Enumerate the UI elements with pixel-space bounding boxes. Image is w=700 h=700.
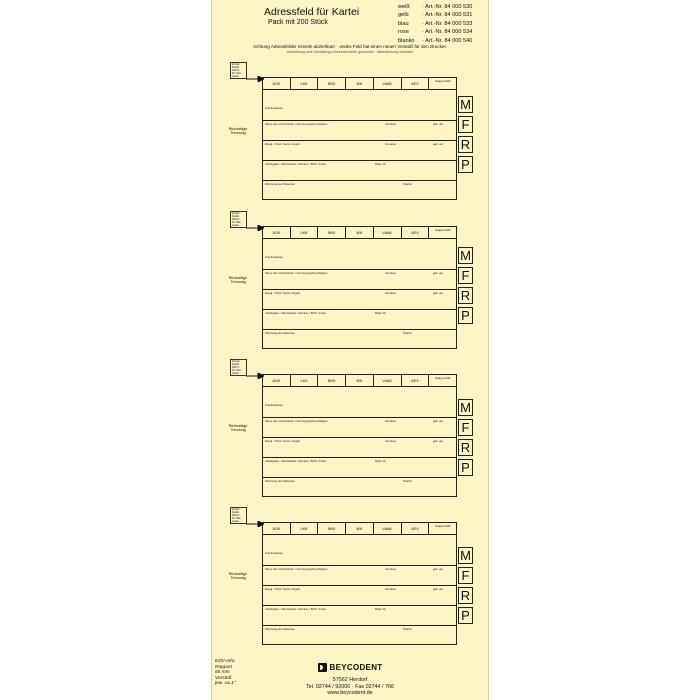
tag-line: Zurück bbox=[232, 212, 240, 215]
duplicate-tag bbox=[230, 62, 247, 79]
insurer-vdak[interactable]: VdAK bbox=[374, 227, 402, 238]
tag-line: wieder bbox=[232, 223, 240, 227]
address-block bbox=[212, 62, 490, 212]
field-line bbox=[263, 585, 456, 586]
insurer-lkk[interactable]: LKK bbox=[291, 523, 319, 534]
field-line bbox=[263, 140, 456, 141]
mfrp-box-f[interactable]: F bbox=[458, 116, 473, 133]
tag-line: Ktr. bitte bbox=[232, 368, 241, 372]
geb-label: geb. am bbox=[433, 122, 444, 126]
field-line bbox=[263, 160, 456, 161]
mfrp-box-f[interactable]: F bbox=[458, 567, 473, 584]
name-label: Name des Versicherten / Versorgungsberechtigten bbox=[265, 271, 328, 275]
mfrp-box-p[interactable]: P bbox=[458, 307, 473, 324]
insurer-knappschaft[interactable]: Knapp-schaft bbox=[435, 525, 451, 528]
ehegatte-label: Ehegl. / Kind / Sonst. Angeh. bbox=[265, 291, 301, 295]
field-line bbox=[263, 605, 456, 606]
vorname-label: Vorname bbox=[385, 567, 397, 571]
insurer-lkk[interactable]: LKK bbox=[291, 78, 319, 89]
insurer-aev[interactable]: AEV bbox=[402, 523, 430, 534]
geb-label: geb. am bbox=[433, 567, 444, 571]
tag-line: Duplik. bbox=[232, 65, 240, 69]
wohnung-label: Wohnung des Patienten bbox=[265, 627, 295, 631]
insurer-aok[interactable]: AOK bbox=[263, 78, 291, 89]
address-form bbox=[262, 77, 457, 200]
tag-line: Zurück bbox=[232, 360, 240, 363]
color-name: rose bbox=[398, 29, 409, 36]
vorname2-label: Vorname bbox=[385, 291, 397, 295]
mfrp-box-m[interactable]: M bbox=[458, 547, 473, 564]
insurer-aok[interactable]: AOK bbox=[263, 375, 291, 386]
tear-note bbox=[218, 127, 258, 135]
insurer-knappschaft[interactable]: Knapp-schaft bbox=[435, 80, 451, 83]
mitgl-label: Mitgl.-Nr. bbox=[375, 311, 387, 315]
color-name: weiß bbox=[398, 4, 410, 10]
tag-line: wieder bbox=[232, 74, 240, 78]
color-name: blau bbox=[398, 20, 409, 27]
vorname2-label: Vorname bbox=[385, 142, 397, 146]
tag-line: Duplik. bbox=[232, 510, 240, 514]
duplicate-tag bbox=[230, 211, 247, 228]
insurer-vdak[interactable]: VdAK bbox=[374, 78, 402, 89]
mfrp-box-r[interactable]: R bbox=[458, 136, 473, 153]
field-line bbox=[263, 417, 456, 418]
telefon-label: Telefon bbox=[403, 627, 413, 631]
article-number: · Art.-Nr. 84 000 533 bbox=[422, 20, 473, 27]
tag-line: Ktr. bitte bbox=[232, 220, 241, 224]
edv-line: Vorstoß bbox=[215, 675, 232, 681]
article-number: · Art.-Nr. 84 000 530 bbox=[422, 4, 473, 10]
field-line bbox=[263, 565, 456, 566]
field-line bbox=[263, 437, 456, 438]
vorname-label: Vorname bbox=[385, 271, 397, 275]
insurer-bkk[interactable]: BKK bbox=[318, 227, 346, 238]
tear-line: Rückseitige bbox=[228, 127, 248, 131]
field-line bbox=[263, 625, 456, 626]
insurer-vdak[interactable]: VdAK bbox=[374, 523, 402, 534]
mfrp-box-m[interactable]: M bbox=[458, 247, 473, 264]
vorname2-label: Vorname bbox=[385, 587, 397, 591]
brand-logo bbox=[318, 663, 383, 672]
pack-size: Pack mit 200 Stück bbox=[268, 19, 328, 26]
tear-line: Trennung bbox=[230, 428, 246, 433]
mfrp-box-p[interactable]: P bbox=[458, 607, 473, 624]
insurer-lkk[interactable]: LKK bbox=[291, 227, 319, 238]
insurer-aok[interactable]: AOK bbox=[263, 523, 291, 534]
wohnung-label: Wohnung des Patienten bbox=[265, 331, 295, 335]
mfrp-box-p[interactable]: P bbox=[458, 156, 473, 173]
insurer-knappschaft[interactable]: Knapp-schaft bbox=[435, 377, 451, 380]
copyright-note: Ausführung und Gestaltung urheberrechtlich geschützt · Nachahmung verboten bbox=[286, 50, 414, 54]
color-name: gelb bbox=[398, 12, 409, 19]
wohnung-label: Wohnung des Patienten bbox=[265, 182, 295, 186]
geb2-label: geb. am bbox=[433, 291, 444, 295]
name-label: Name des Versicherten / Versorgungsberechtigten bbox=[265, 122, 328, 126]
field-line bbox=[263, 477, 456, 478]
tag-line: Ktr. bitte bbox=[232, 516, 241, 520]
mfrp-box-m[interactable]: M bbox=[458, 399, 473, 416]
insurer-aev[interactable]: AEV bbox=[402, 78, 430, 89]
insurer-aok[interactable]: AOK bbox=[263, 227, 291, 238]
color-name: blanko bbox=[398, 37, 415, 44]
mfrp-box-f[interactable]: F bbox=[458, 267, 473, 284]
label-sheet bbox=[211, 0, 489, 700]
krankenkasse-label: Krankenkasse bbox=[265, 255, 283, 259]
article-number: · Art.-Nr. 84 000 540 bbox=[422, 37, 473, 44]
duplicate-tag bbox=[230, 507, 247, 524]
address-block bbox=[212, 507, 490, 657]
mitgl-label: Mitgl.-Nr. bbox=[375, 607, 387, 611]
telefon-label: Telefon bbox=[403, 182, 413, 186]
insurer-row bbox=[263, 375, 456, 387]
insurer-vdak[interactable]: VdAK bbox=[374, 375, 402, 386]
krankenkasse-label: Krankenkasse bbox=[265, 403, 283, 407]
ehegatte-label: Ehegl. / Kind / Sonst. Angeh. bbox=[265, 142, 301, 146]
tear-line: Rückseitige bbox=[228, 424, 248, 428]
tag-line: Duplik. bbox=[232, 214, 240, 218]
name-label: Name des Versicherten / Versorgungsberechtigten bbox=[265, 419, 328, 423]
geb2-label: geb. am bbox=[433, 142, 444, 146]
insurer-ikk[interactable]: IKK bbox=[346, 375, 374, 386]
mitgl-label: Mitgl.-Nr. bbox=[375, 162, 387, 166]
tear-line: Trennung bbox=[230, 131, 246, 136]
vorname2-label: Vorname bbox=[385, 439, 397, 443]
mfrp-box-r[interactable]: R bbox=[458, 287, 473, 304]
tag-line: wieder bbox=[232, 371, 240, 375]
address-form bbox=[262, 374, 457, 497]
header-note: Achtung Adressfelder einzeln abziehbar! · Jedes Feld hat einen neuen Vorstoß für den Drucker. bbox=[252, 44, 448, 49]
insurer-knappschaft[interactable]: Knapp-schaft bbox=[435, 229, 451, 232]
geb-label: geb. am bbox=[433, 271, 444, 275]
brand-name: BEYCODENT bbox=[329, 663, 383, 672]
tear-line: Rückseitige bbox=[228, 276, 248, 280]
brand-block bbox=[212, 659, 488, 697]
tear-line: Trennung bbox=[230, 576, 246, 581]
mfrp-box-r[interactable]: R bbox=[458, 439, 473, 456]
mfrp-box-p[interactable]: P bbox=[458, 459, 473, 476]
telefon-label: Telefon bbox=[403, 479, 413, 483]
insurer-row bbox=[263, 78, 456, 90]
ehegatte-label: Ehegl. / Kind / Sonst. Angeh. bbox=[265, 439, 301, 443]
insurer-row bbox=[263, 523, 456, 535]
edv-line: jew. ca.1" bbox=[215, 681, 236, 687]
field-line bbox=[263, 309, 456, 310]
name-label: Name des Versicherten / Versorgungsberechtigten bbox=[265, 567, 328, 571]
tag-line: Duplik. bbox=[232, 362, 240, 366]
arbeitgeber-label: Arbeitgeber / Dienststelle / Rentner / BVG / Freiw. bbox=[265, 607, 327, 611]
address-block bbox=[212, 359, 490, 509]
tag-line: Zahl in bbox=[232, 217, 240, 221]
insurer-ikk[interactable]: IKK bbox=[346, 227, 374, 238]
beycodent-logo-icon bbox=[318, 663, 327, 672]
edv-line: EDV-Info: bbox=[215, 659, 236, 664]
tag-line: Zahl in bbox=[232, 365, 240, 369]
arbeitgeber-label: Arbeitgeber / Dienststelle / Rentner / BVG / Freiw. bbox=[265, 459, 327, 463]
insurer-lkk[interactable]: LKK bbox=[291, 375, 319, 386]
tear-line: Trennung bbox=[230, 280, 246, 285]
ehegatte-label: Ehegl. / Kind / Sonst. Angeh. bbox=[265, 587, 301, 591]
tear-note bbox=[218, 572, 258, 580]
field-line bbox=[263, 120, 456, 121]
mfrp-box-r[interactable]: R bbox=[458, 587, 473, 604]
field-line bbox=[263, 289, 456, 290]
insurer-row bbox=[263, 227, 456, 239]
brand-web[interactable]: www.beycodent.de bbox=[327, 690, 373, 697]
vorname-label: Vorname bbox=[385, 419, 397, 423]
field-line bbox=[263, 329, 456, 330]
insurer-bkk[interactable]: BKK bbox=[318, 375, 346, 386]
edv-line: 65 mm bbox=[215, 670, 230, 676]
sheet-title: Adressfeld für Kartei bbox=[264, 6, 360, 18]
address-form bbox=[262, 226, 457, 349]
insurer-ikk[interactable]: IKK bbox=[346, 523, 374, 534]
tear-note bbox=[218, 276, 258, 284]
krankenkasse-label: Krankenkasse bbox=[265, 106, 283, 110]
insurer-ikk[interactable]: IKK bbox=[346, 78, 374, 89]
geb2-label: geb. am bbox=[433, 587, 444, 591]
brand-address: 57562 Herdorf bbox=[332, 677, 368, 683]
tag-line: Ktr. bitte bbox=[232, 71, 241, 75]
geb2-label: geb. am bbox=[433, 439, 444, 443]
mitgl-label: Mitgl.-Nr. bbox=[375, 459, 387, 463]
vorname-label: Vorname bbox=[385, 122, 397, 126]
duplicate-tag bbox=[230, 359, 247, 376]
geb-label: geb. am bbox=[433, 419, 444, 423]
brand-phone: Tel. 02744 / 92000 · Fax 02744 / 766 bbox=[305, 683, 395, 690]
telefon-label: Telefon bbox=[403, 331, 413, 335]
article-number: · Art.-Nr. 84 000 531 bbox=[422, 12, 473, 19]
edv-line: Rapport bbox=[215, 664, 233, 670]
address-block bbox=[212, 211, 490, 361]
field-line bbox=[263, 180, 456, 181]
tear-note bbox=[218, 424, 258, 432]
article-number: · Art.-Nr. 84 000 534 bbox=[422, 29, 473, 36]
tear-line: Rückseitige bbox=[228, 572, 248, 576]
field-line bbox=[263, 269, 456, 270]
insurer-bkk[interactable]: BKK bbox=[318, 78, 346, 89]
tag-line: Zurück bbox=[232, 63, 240, 66]
arbeitgeber-label: Arbeitgeber / Dienststelle / Rentner / BVG / Freiw. bbox=[265, 162, 327, 166]
tag-line: Zurück bbox=[232, 508, 240, 511]
insurer-aev[interactable]: AEV bbox=[402, 227, 430, 238]
tag-line: wieder bbox=[232, 519, 240, 523]
address-form bbox=[262, 522, 457, 645]
arbeitgeber-label: Arbeitgeber / Dienststelle / Rentner / BVG / Freiw. bbox=[265, 311, 327, 315]
field-line bbox=[263, 457, 456, 458]
mfrp-box-m[interactable]: M bbox=[458, 96, 473, 113]
insurer-bkk[interactable]: BKK bbox=[318, 523, 346, 534]
krankenkasse-label: Krankenkasse bbox=[265, 551, 283, 555]
tag-line: Zahl in bbox=[232, 68, 240, 72]
tag-line: Zahl in bbox=[232, 513, 240, 517]
mfrp-box-f[interactable]: F bbox=[458, 419, 473, 436]
wohnung-label: Wohnung des Patienten bbox=[265, 479, 295, 483]
insurer-aev[interactable]: AEV bbox=[402, 375, 430, 386]
